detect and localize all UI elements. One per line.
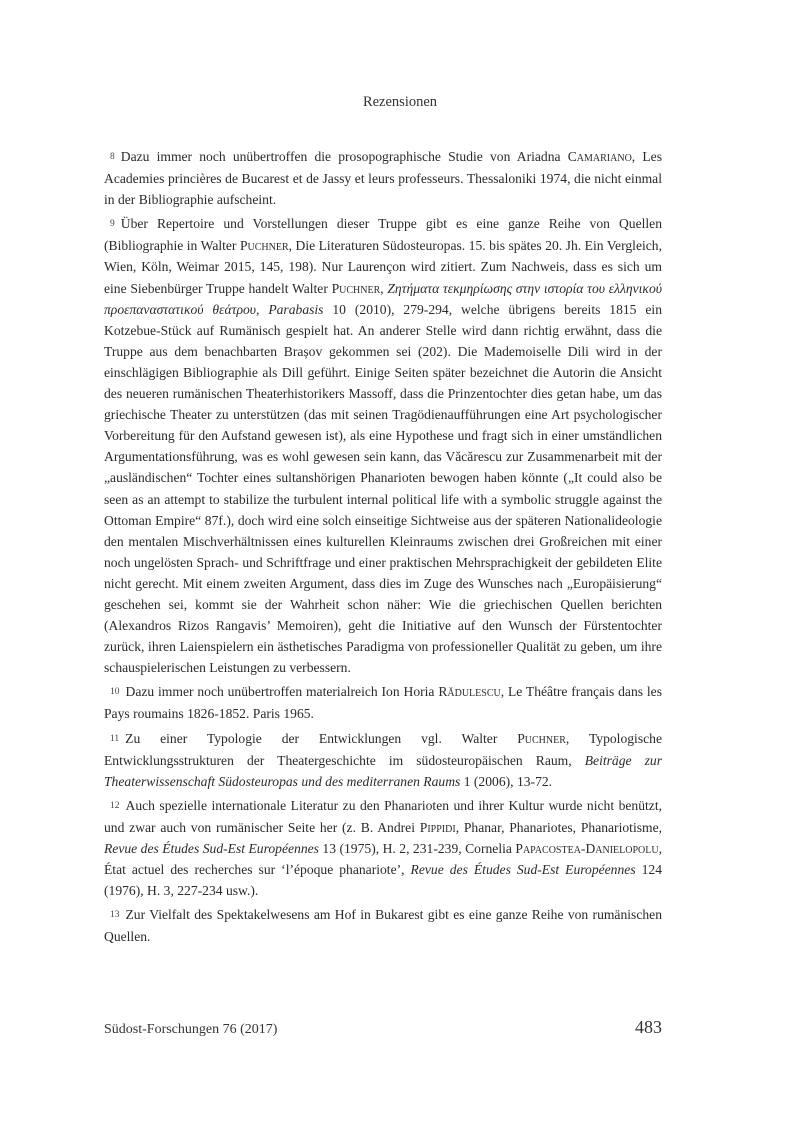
author-name: Pippidi (419, 819, 456, 835)
footnote-text: , Typologische Entwicklungsstrukturen der Theatergeschichte im südosteuropäischen Raum, (104, 730, 662, 768)
footnote-text: , (256, 301, 269, 317)
italic-title: Beiträge zur Theaterwissenschaft Südosteuropas und des mediterranen Raums (104, 752, 662, 789)
footnote-number: 13 (110, 910, 120, 921)
footnote-text: 1 (2006), 13-72. (460, 773, 553, 789)
author-name: Puchner (239, 238, 289, 254)
footnote-number: 8 (110, 152, 115, 162)
footnote-text: 13 (1975), H. 2, 231-239, Cornelia (318, 841, 516, 856)
footnote-text: Zu einer Typologie der Entwicklungen vgl. Walter (125, 730, 518, 746)
footnote-number: 12 (110, 800, 120, 811)
footnote-text: Über Repertoire und Vorstellungen dieser Truppe gibt es eine ganze Reihe von Quellen (Bibliographie in Walter (104, 216, 662, 254)
footnote-8 (104, 146, 662, 210)
footnote-13 (104, 904, 662, 947)
footnote-12 (104, 795, 662, 901)
footnote-text: 124 (1976), H. 3, 227-234 usw.). (104, 862, 662, 899)
footnote-9 (104, 213, 662, 678)
footnote-number: 10 (110, 687, 120, 698)
footnote-text: , Le Théâtre français dans les Pays roumains 1826-1852. Paris 1965. (104, 684, 663, 722)
footnote-number: 11 (110, 733, 120, 744)
footnote-text: , Phanar, Phanariotes, Phanariotisme, (455, 819, 663, 835)
italic-title: Revue des Études Sud-Est Européennes (104, 841, 319, 856)
author-name: Rădulescu (438, 684, 501, 700)
footnotes (104, 146, 662, 950)
footnote-11 (104, 728, 662, 792)
footnote-text: , Die Literaturen Südosteuropas. 15. bis spätes 20. Jh. Ein Vergleich, Wien, Köln, Weimar 2015, 145, 198). Nur Laurençon wird zitiert. Zum Nachweis, dass es sich um eine Siebenbürger Truppe handelt Walter (104, 238, 662, 296)
footnote-text: Auch spezielle internationale Literatur zu den Phanarioten und ihrer Kultur wurde nicht benützt, und zwar auch von rumänischer Seite her (z. B. Andrei (104, 797, 662, 835)
greek-title: Ζητήματα τεκμηρίωσης στην ιστορία του ελληνικού προεπαναστατικού θεάτρου (104, 280, 662, 317)
page-number: 483 (635, 1017, 662, 1037)
footnote-number: 9 (110, 219, 115, 230)
footnote-text: , Les Academies princières de Bucarest et de Jassy et leurs professeurs. Thessaloniki 1974, die nicht einmal in der Bibliographie aufscheint. (104, 149, 662, 208)
footnote-text: Dazu immer noch unübertroffen die prosopographische Studie von Ariadna (120, 149, 568, 164)
footnote-text: , (380, 280, 388, 296)
footnote-text: , État actuel des recherches sur ‘l’époque phanariote’, (104, 841, 663, 878)
running-head: Rezensionen (362, 94, 438, 110)
footnote-text: 10 (2010), 279-294, welche übrigens bereits 1815 ein Kotzebue-Stück auf Rumänisch gespielt hat. An anderer Stelle wird dann richtig erwähnt, dass die Truppe aus dem benachbarten Brașov gekommen sei (202). Die Mademoiselle Dili wird in der einschlägigen Bibliographie als Dill geführt. Einige Seiten später bezeichnet die Autorin die Ansicht des neueren rumänischen Theaterhistorikers Massoff, dass die Prinzentochter dies getan habe, um das griechische Theater zu unterstützen (das mit seinen Tragödienaufführungen eine Art psychologischer Vorbereitung für den Aufstand gewesen ist), als eine Hypothese und fragt sich in einer umständlichen Argumentationsführung, was es wohl gewesen sein kann, das Văcărescu zur Zusammenarbeit mit der „ausländischen“ Tochter eines sultanshörigen Phanarioten bewogen haben könnte („It could also be seen as an attempt to stabilize the turbulent internal political life with a symbolic struggle against the Ottoman Empire“ 87f.), doch wird eine solch einseitige Sichtweise aus der späteren Nationalideologie den mentalen Mischverhältnissen eines kulturellen Kleinraums zwischen drei Großreichen mit einer noch ungelösten Sprach- und Schriftfrage und einer praktischen Mehrsprachigkeit der gebildeten Elite nicht gerecht. Mit einem zweiten Argument, dass dies im Zuge des Wunsches nach „Europäisierung“ geschehen sei, kommt sie der Wahrheit schon näher: Wie die griechischen Quellen berichten (Alexandros Rizos Rangavis’ Memoiren), geht die Initiative auf den Wunsch der Fürstentochter zurück, ihren Laienspielern ein ästhetisches Paradigma von professioneller Qualität zu geben, um ihre schauspielerischen Leistungen zu verbessern. (104, 301, 662, 676)
footnote-10 (104, 681, 662, 724)
author-name: Papacostea-Danielopolu (515, 841, 659, 856)
author-name: Puchner (517, 730, 566, 746)
footnote-text: Zur Vielfalt des Spektakelwesens am Hof in Bukarest gibt es eine ganze Reihe von rumänischen Quellen. (104, 907, 662, 945)
author-name: Camariano (567, 149, 632, 164)
author-name: Puchner (331, 280, 381, 296)
italic-title: Revue des Études Sud-Est Européennes (410, 862, 636, 878)
journal-citation: Südost-Forschungen 76 (2017) (104, 1022, 278, 1037)
italic-title: Parabasis (268, 301, 324, 317)
footnote-text: Dazu immer noch unübertroffen materialreich Ion Horia (125, 684, 439, 700)
